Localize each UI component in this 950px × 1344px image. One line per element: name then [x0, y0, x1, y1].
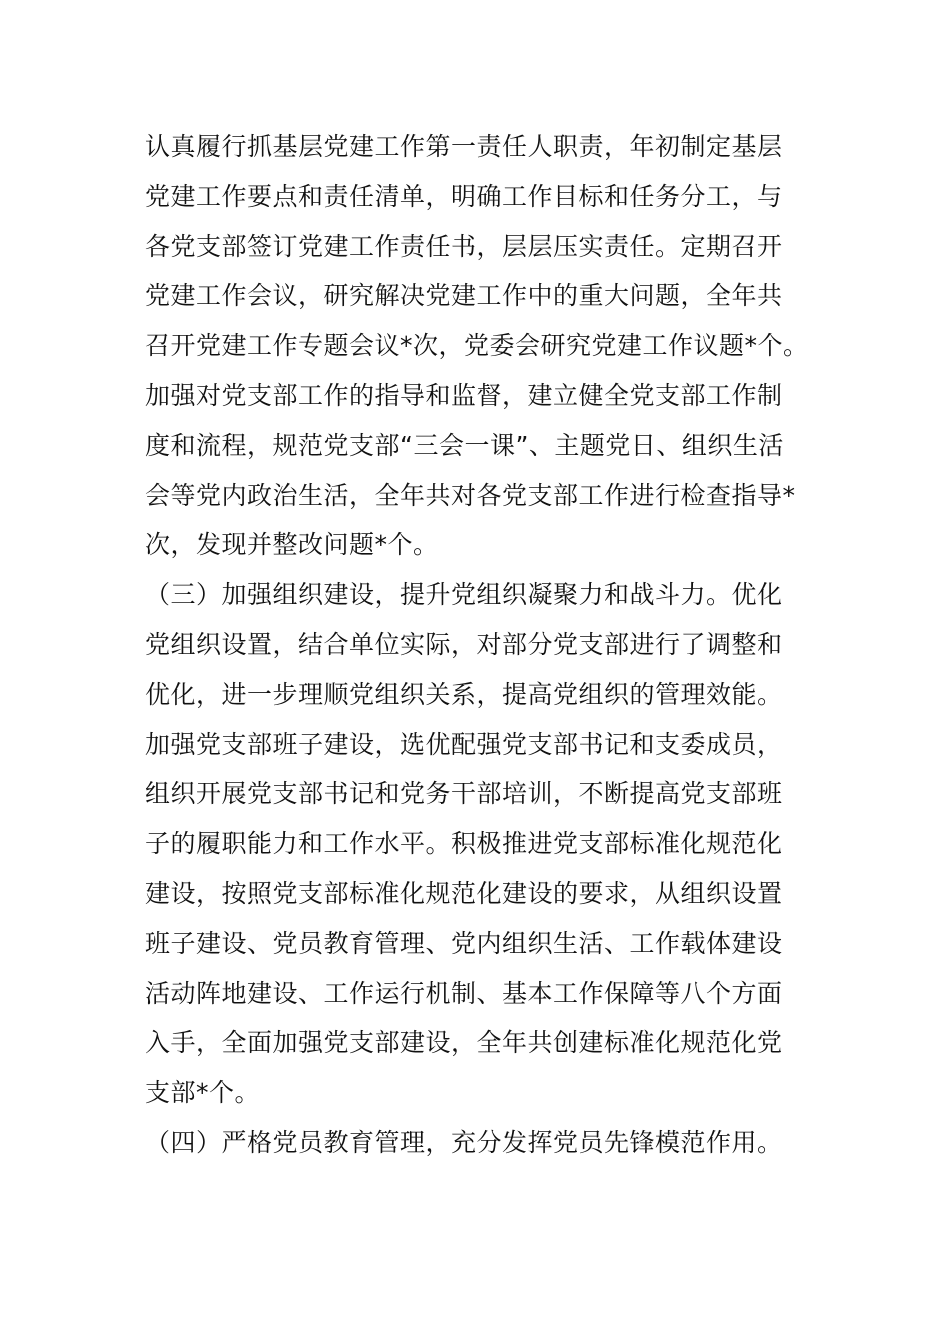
section-heading: （四）严格党员教育管理，充分发挥党员先锋模范作用。 — [145, 1127, 783, 1157]
text-line: 各党支部签订党建工作责任书，层层压实责任。定期召开 — [145, 231, 783, 261]
text-line: 认真履行抓基层党建工作第一责任人职责，年初制定基层 — [145, 132, 783, 161]
text-line: 组织开展党支部书记和党务干部培训，不断提高党支部班 — [145, 779, 783, 809]
text-line: 加强对党支部工作的指导和监督，建立健全党支部工作制 — [145, 380, 783, 410]
text-line: 度和流程，规范党支部“三会一课”、主题党日、组织生活 — [145, 430, 784, 460]
text-line: 党组织设置，结合单位实际，对部分党支部进行了调整和 — [145, 629, 783, 659]
text-line: 次，发现并整改问题*个。 — [145, 530, 439, 560]
text-line: 党建工作会议，研究解决党建工作中的重大问题，全年共 — [145, 281, 783, 311]
text-line: 党建工作要点和责任清单，明确工作目标和任务分工，与 — [145, 181, 783, 211]
section-heading: （三）加强组织建设，提升党组织凝聚力和战斗力。优化 — [145, 580, 783, 610]
text-line: 支部*个。 — [145, 1078, 261, 1108]
text-line: 优化，进一步理顺党组织关系，提高党组织的管理效能。 — [145, 679, 783, 709]
text-line: 活动阵地建设、工作运行机制、基本工作保障等八个方面 — [145, 978, 783, 1008]
text-line: 班子建设、党员教育管理、党内组织生活、工作载体建设 — [145, 928, 783, 958]
text-line: 入手，全面加强党支部建设，全年共创建标准化规范化党 — [145, 1028, 783, 1058]
text-line: 建设，按照党支部标准化规范化建设的要求，从组织设置 — [145, 878, 783, 908]
text-line: 会等党内政治生活，全年共对各党支部工作进行检查指导* — [145, 480, 796, 510]
text-line: 加强党支部班子建设，选优配强党支部书记和支委成员， — [145, 729, 783, 759]
document-body — [145, 122, 825, 1168]
text-line: 子的履职能力和工作水平。积极推进党支部标准化规范化 — [145, 829, 783, 859]
text-line: 召开党建工作专题会议*次，党委会研究党建工作议题*个。 — [145, 331, 809, 361]
